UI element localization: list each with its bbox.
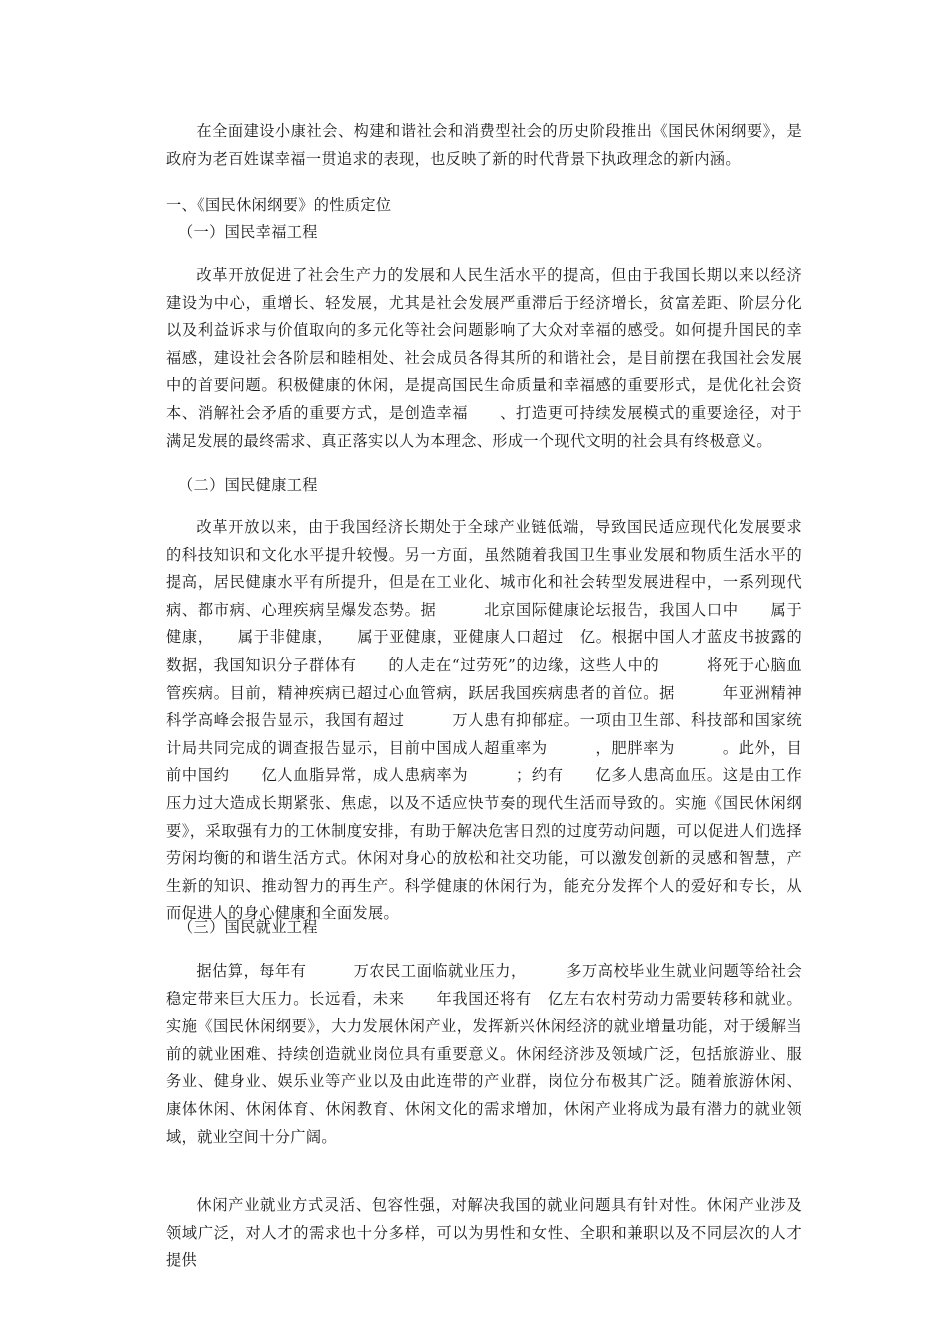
- subsection-heading-employment: （三）国民就业工程: [178, 918, 318, 936]
- section-heading: 一、《国民休闲纲要》的性质定位: [166, 196, 392, 214]
- employment-paragraph-2: 休闲产业就业方式灵活、包容性强，对解决我国的就业问题具有针对性。休闲产业涉及领域广泛，对人才的需求也十分多样，可以为男性和女性、全职和兼职以及不同层次的人才提供: [166, 1196, 802, 1270]
- employment-paragraph-1: 据估算，每年有 万农民工面临就业压力， 多万高校毕业生就业问题等给社会稳定带来巨大压力。长远看，未来 年我国还将有 亿左右农村劳动力需要转移和就业。实施《国民休闲纲要》，大力发展休闲产业，发挥新兴休闲经济的就业增量功能，对于缓解当前的就业困难、持续创造就业岗位具有重要意义。休闲经济涉及领域广泛，包括旅游业、服务业、健身业、娱乐业等产业以及由此连带的产业群，岗位分布极其广泛。随着旅游休闲、康体休闲、休闲体育、休闲教育、休闲文化的需求增加，休闲产业将成为最有潜力的就业领域，就业空间十分广阔。: [166, 962, 802, 1146]
- intro-paragraph: 在全面建设小康社会、构建和谐社会和消费型社会的历史阶段推出《国民休闲纲要》，是政府为老百姓谋幸福一贯追求的表现，也反映了新的时代背景下执政理念的新内涵。: [166, 122, 802, 168]
- subsection-heading-happiness: （一）国民幸福工程: [178, 223, 318, 241]
- health-paragraph: 改革开放以来，由于我国经济长期处于全球产业链低端，导致国民适应现代化发展要求的科技知识和文化水平提升较慢。另一方面，虽然随着我国卫生事业发展和物质生活水平的提高，居民健康水平有所提升，但是在工业化、城市化和社会转型发展进程中，一系列现代病、都市病、心理疾病呈爆发态势。据 北京国际健康论坛报告，我国人口中 属于健康， 属于非健康， 属于亚健康，亚健康人口超过 亿。根据中国人才蓝皮书披露的数据，我国知识分子群体有 的人走在“过劳死”的边缘，这些人中的 将死于心脑血管疾病。目前，精神疾病已超过心血管病，跃居我国疾病患者的首位。据 年亚洲精神科学高峰会报告显示，我国有超过 万人患有抑郁症。一项由卫生部、科技部和国家统计局共同完成的调查报告显示，目前中国成人超重率为 ，肥胖率为 。此外，目前中国约 亿人血脂异常，成人患病率为 ；约有 亿多人患高血压。这是由工作压力过大造成长期紧张、焦虑，以及不适应快节奏的现代生活而导致的。实施《国民休闲纲要》，采取强有力的工休制度安排，有助于解决危害日烈的过度劳动问题，可以促进人们选择劳闲均衡的和谐生活方式。休闲对身心的放松和社交功能，可以激发创新的灵感和智慧，产生新的知识、推动智力的再生产。科学健康的休闲行为，能充分发挥个人的爱好和专长，从而促进人的身心健康和全面发展。: [166, 518, 802, 923]
- subsection-heading-health: （二）国民健康工程: [178, 476, 318, 494]
- happiness-paragraph: 改革开放促进了社会生产力的发展和人民生活水平的提高，但由于我国长期以来以经济建设为中心，重增长、轻发展，尤其是社会发展严重滞后于经济增长，贫富差距、阶层分化以及利益诉求与价值取向的多元化等社会问题影响了大众对幸福的感受。如何提升国民的幸福感，建设社会各阶层和睦相处、社会成员各得其所的和谐社会，是目前摆在我国社会发展中的首要问题。积极健康的休闲，是提高国民生命质量和幸福感的重要形式，是优化社会资本、消解社会矛盾的重要方式，是创造幸福 、打造更可持续发展模式的重要途径，对于满足发展的最终需求、真正落实以人为本理念、形成一个现代文明的社会具有终极意义。: [166, 266, 802, 450]
